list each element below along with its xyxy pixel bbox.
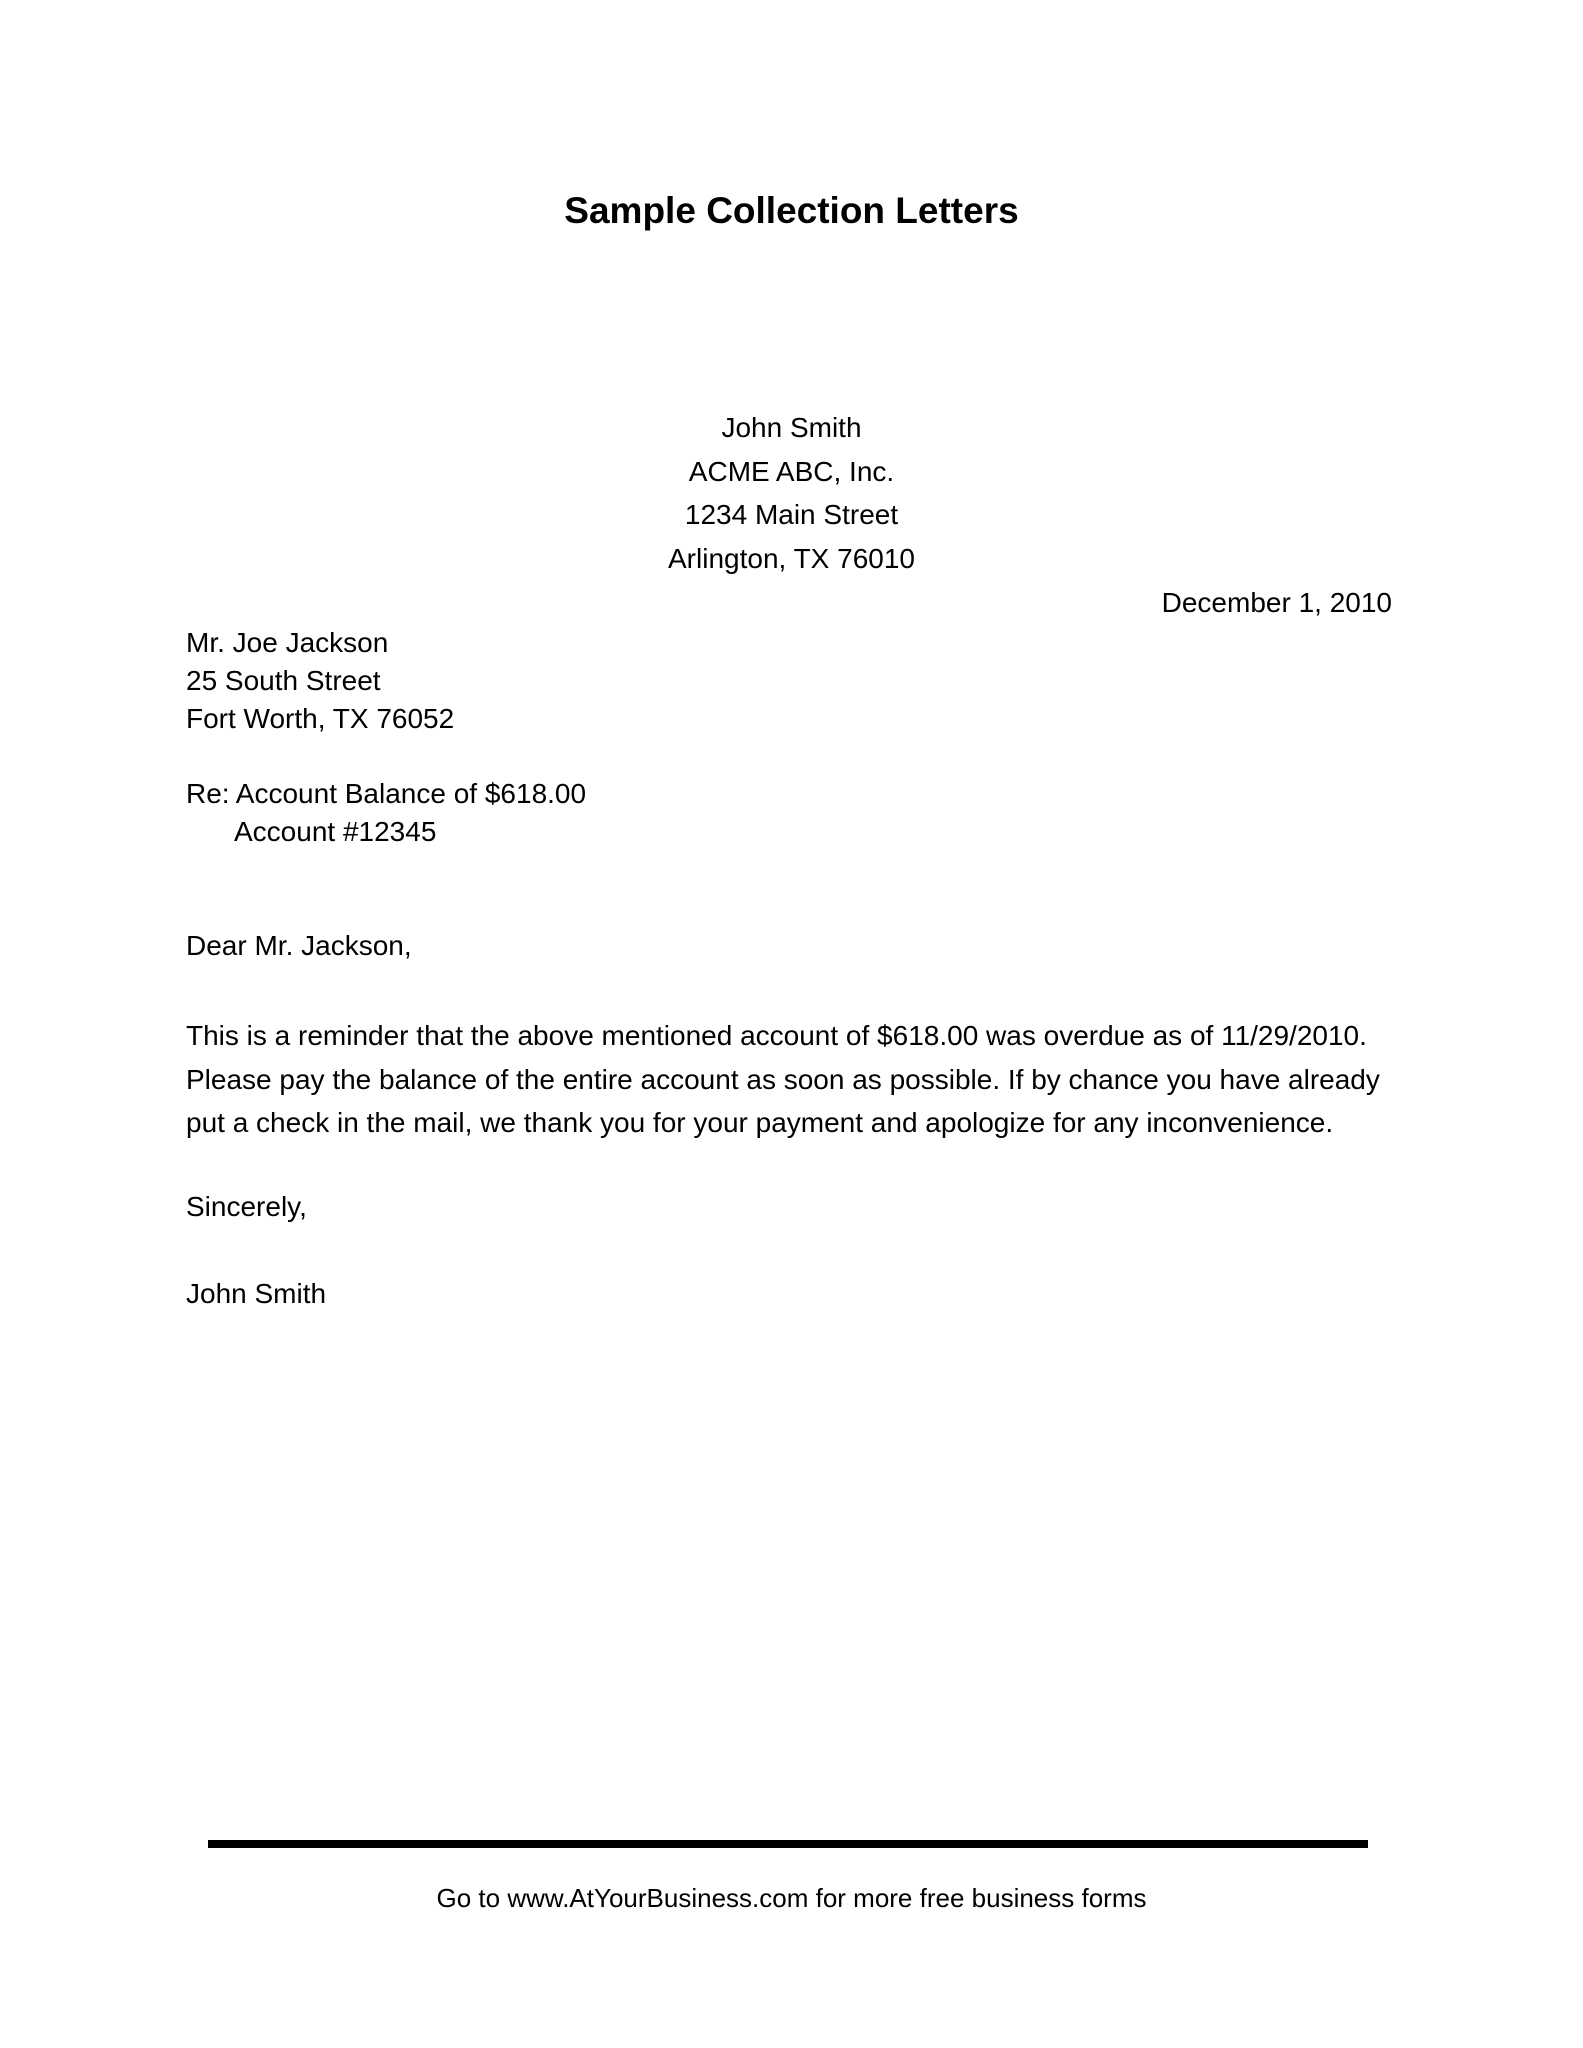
reference-block [186, 775, 586, 851]
sender-street: 1234 Main Street [684, 499, 899, 530]
body-line: Please pay the balance of the entire account as soon as possible. If by chance you have already [186, 1063, 1380, 1095]
sender-company: ACME ABC, Inc. [688, 455, 895, 487]
sender-address-block [0, 406, 1583, 580]
sender-name: John Smith [721, 412, 862, 443]
reference-balance-line: Re: Account Balance of $618.00 [186, 778, 587, 809]
letter-body [186, 1014, 1380, 1145]
closing: Sincerely, [186, 1191, 307, 1222]
signature-name: John Smith [186, 1278, 327, 1309]
body-line: put a check in the mail, we thank you for your payment and apologize for any inconvenience. [186, 1107, 1334, 1138]
sender-city-state-zip: Arlington, TX 76010 [668, 542, 915, 574]
body-line: This is a reminder that the above mentioned account of $618.00 was overdue as of 11/29/2010. [186, 1020, 1367, 1051]
footer-text: Go to www.AtYourBusiness.com for more free business forms [436, 1883, 1147, 1913]
footer-divider [208, 1840, 1368, 1848]
letter-date: December 1, 2010 [1161, 587, 1392, 618]
document-title: Sample Collection Letters [564, 190, 1019, 231]
recipient-city-state-zip: Fort Worth, TX 76052 [186, 703, 455, 734]
recipient-address-block [186, 624, 454, 738]
recipient-name: Mr. Joe Jackson [186, 627, 389, 658]
salutation: Dear Mr. Jackson, [186, 930, 412, 961]
reference-account-line: Account #12345 [234, 816, 437, 847]
recipient-street: 25 South Street [186, 665, 381, 696]
